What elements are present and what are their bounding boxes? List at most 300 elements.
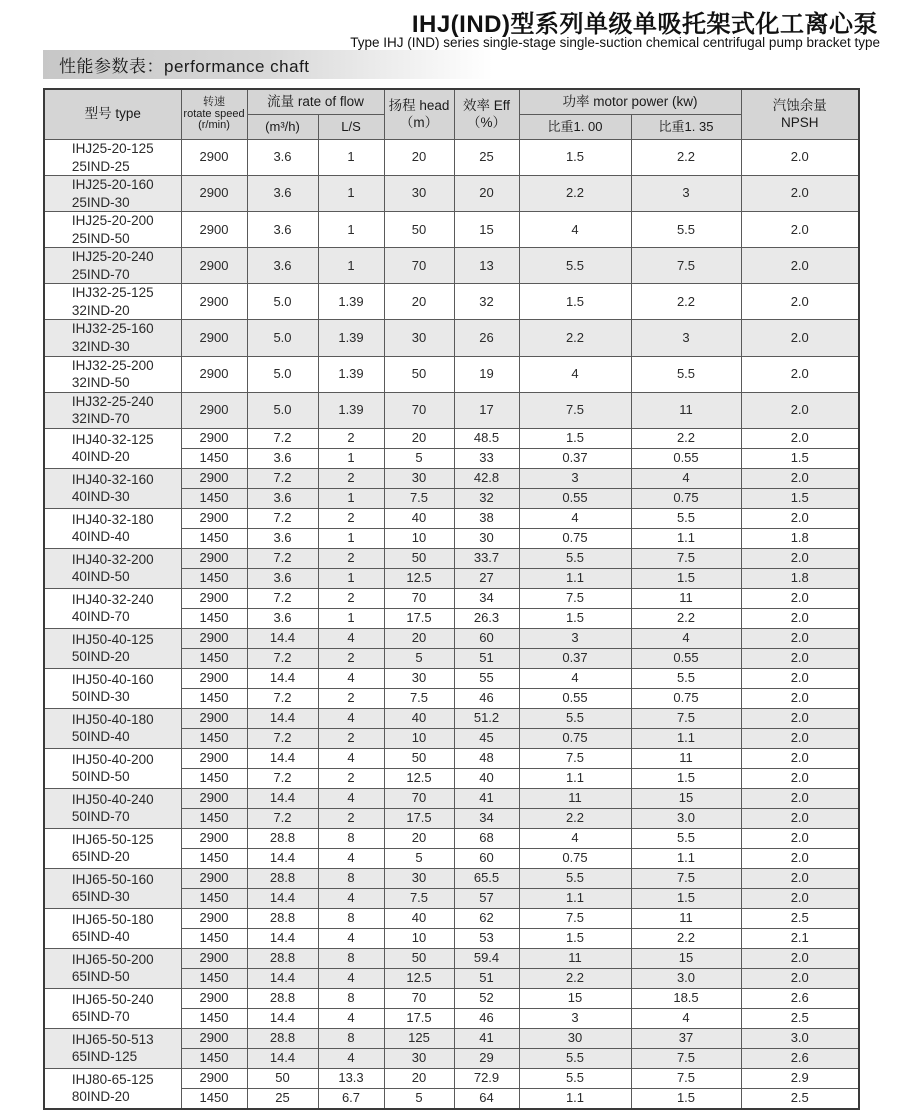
table-header — [44, 89, 859, 140]
table-row — [44, 140, 859, 176]
value-cell: 15 — [631, 948, 741, 968]
value-cell: 1.1 — [519, 568, 631, 588]
value-cell: 29 — [454, 1048, 519, 1068]
value-cell: 18.5 — [631, 988, 741, 1008]
value-cell: 6.7 — [318, 1088, 384, 1109]
value-cell: 2.2 — [631, 428, 741, 448]
value-cell: 3.6 — [247, 176, 318, 212]
value-cell: 0.55 — [519, 488, 631, 508]
value-cell: 46 — [454, 688, 519, 708]
value-cell: 2 — [318, 548, 384, 568]
value-cell: 14.4 — [247, 848, 318, 868]
value-cell: 34 — [454, 808, 519, 828]
value-cell: 7.5 — [631, 868, 741, 888]
table-row — [44, 588, 859, 608]
value-cell: 5.0 — [247, 392, 318, 428]
value-cell: 4 — [519, 828, 631, 848]
page-subtitle: Type IHJ (IND) series single-stage single-suction chemical centrifugal pump bracket type — [350, 35, 880, 50]
value-cell: 0.75 — [519, 728, 631, 748]
table-body — [44, 140, 859, 1109]
pump-model-cell: IHJ65-50-200 65IND-50 — [44, 948, 181, 988]
value-cell: 5.5 — [519, 1068, 631, 1088]
value-cell: 1.5 — [519, 140, 631, 176]
table-row — [44, 428, 859, 448]
value-cell: 2.2 — [519, 808, 631, 828]
value-cell: 5.5 — [631, 356, 741, 392]
value-cell: 7.2 — [247, 648, 318, 668]
col-header-eff: 效率 Eff （%） — [454, 89, 519, 140]
value-cell: 2.0 — [741, 888, 859, 908]
value-cell: 2900 — [181, 284, 247, 320]
value-cell: 10 — [384, 528, 454, 548]
value-cell: 3.0 — [741, 1028, 859, 1048]
value-cell: 2900 — [181, 988, 247, 1008]
value-cell: 1450 — [181, 648, 247, 668]
value-cell: 7.5 — [631, 548, 741, 568]
pump-model-cell: IHJ32-25-200 32IND-50 — [44, 356, 181, 392]
value-cell: 7.5 — [384, 888, 454, 908]
value-cell: 1450 — [181, 768, 247, 788]
value-cell: 2900 — [181, 1068, 247, 1088]
value-cell: 13 — [454, 248, 519, 284]
table-row — [44, 392, 859, 428]
value-cell: 5 — [384, 848, 454, 868]
value-cell: 7.5 — [519, 392, 631, 428]
value-cell: 14.4 — [247, 708, 318, 728]
value-cell: 28.8 — [247, 868, 318, 888]
table-row — [44, 1028, 859, 1048]
table-row — [44, 828, 859, 848]
value-cell: 50 — [384, 748, 454, 768]
value-cell: 5.5 — [631, 668, 741, 688]
value-cell: 2.0 — [741, 668, 859, 688]
value-cell: 20 — [384, 1068, 454, 1088]
table-row — [44, 508, 859, 528]
pump-model-cell: IHJ40-32-160 40IND-30 — [44, 468, 181, 508]
value-cell: 2.0 — [741, 708, 859, 728]
value-cell: 1.1 — [519, 1088, 631, 1109]
value-cell: 50 — [384, 356, 454, 392]
value-cell: 2.2 — [631, 608, 741, 628]
value-cell: 4 — [631, 628, 741, 648]
table-row — [44, 176, 859, 212]
value-cell: 25 — [454, 140, 519, 176]
performance-table — [43, 88, 860, 1110]
value-cell: 20 — [384, 140, 454, 176]
value-cell: 30 — [384, 1048, 454, 1068]
value-cell: 8 — [318, 868, 384, 888]
value-cell: 0.75 — [631, 688, 741, 708]
value-cell: 5.0 — [247, 284, 318, 320]
value-cell: 2.0 — [741, 176, 859, 212]
col-header-head: 扬程 head （m） — [384, 89, 454, 140]
value-cell: 40 — [384, 708, 454, 728]
value-cell: 1450 — [181, 728, 247, 748]
value-cell: 25 — [247, 1088, 318, 1109]
col-header-flow: 流量 rate of flow — [247, 89, 384, 115]
value-cell: 1450 — [181, 1048, 247, 1068]
value-cell: 28.8 — [247, 828, 318, 848]
value-cell: 2 — [318, 768, 384, 788]
value-cell: 2.0 — [741, 284, 859, 320]
value-cell: 14.4 — [247, 888, 318, 908]
value-cell: 2900 — [181, 1028, 247, 1048]
value-cell: 1.1 — [631, 848, 741, 868]
value-cell: 2.2 — [631, 284, 741, 320]
pump-model-cell: IHJ65-50-240 65IND-70 — [44, 988, 181, 1028]
table-row — [44, 356, 859, 392]
value-cell: 30 — [384, 668, 454, 688]
value-cell: 2.0 — [741, 248, 859, 284]
value-cell: 1.5 — [519, 284, 631, 320]
value-cell: 2.0 — [741, 848, 859, 868]
value-cell: 40 — [454, 768, 519, 788]
table-row — [44, 948, 859, 968]
value-cell: 2900 — [181, 320, 247, 356]
value-cell: 12.5 — [384, 568, 454, 588]
value-cell: 14.4 — [247, 1048, 318, 1068]
value-cell: 4 — [631, 1008, 741, 1028]
value-cell: 7.5 — [631, 1068, 741, 1088]
value-cell: 3.6 — [247, 448, 318, 468]
value-cell: 17.5 — [384, 1008, 454, 1028]
value-cell: 20 — [384, 284, 454, 320]
value-cell: 3.6 — [247, 568, 318, 588]
value-cell: 3.6 — [247, 248, 318, 284]
value-cell: 30 — [454, 528, 519, 548]
value-cell: 14.4 — [247, 748, 318, 768]
col-header-sg135: 比重1. 35 — [631, 115, 741, 140]
value-cell: 2.6 — [741, 1048, 859, 1068]
value-cell: 7.2 — [247, 428, 318, 448]
value-cell: 1 — [318, 488, 384, 508]
table-row — [44, 1068, 859, 1088]
header-row-1 — [44, 89, 859, 115]
value-cell: 4 — [318, 1048, 384, 1068]
value-cell: 2.0 — [741, 808, 859, 828]
value-cell: 2.0 — [741, 356, 859, 392]
value-cell: 53 — [454, 928, 519, 948]
pump-model-cell: IHJ40-32-180 40IND-40 — [44, 508, 181, 548]
value-cell: 30 — [384, 868, 454, 888]
value-cell: 1.5 — [631, 768, 741, 788]
value-cell: 2.2 — [631, 928, 741, 948]
value-cell: 2.0 — [741, 948, 859, 968]
value-cell: 57 — [454, 888, 519, 908]
value-cell: 0.75 — [631, 488, 741, 508]
value-cell: 2.0 — [741, 968, 859, 988]
value-cell: 1450 — [181, 968, 247, 988]
pump-model-cell: IHJ25-20-125 25IND-25 — [44, 140, 181, 176]
value-cell: 1.5 — [519, 928, 631, 948]
value-cell: 2.0 — [741, 548, 859, 568]
value-cell: 3.6 — [247, 528, 318, 548]
value-cell: 2.6 — [741, 988, 859, 1008]
value-cell: 0.37 — [519, 648, 631, 668]
value-cell: 2.2 — [519, 176, 631, 212]
value-cell: 1 — [318, 176, 384, 212]
value-cell: 27 — [454, 568, 519, 588]
value-cell: 14.4 — [247, 668, 318, 688]
value-cell: 2.0 — [741, 788, 859, 808]
value-cell: 26 — [454, 320, 519, 356]
section-header-bar — [43, 50, 493, 79]
value-cell: 2900 — [181, 548, 247, 568]
value-cell: 7.2 — [247, 688, 318, 708]
value-cell: 7.2 — [247, 508, 318, 528]
value-cell: 5 — [384, 448, 454, 468]
value-cell: 1.5 — [741, 488, 859, 508]
pump-model-cell: IHJ40-32-240 40IND-70 — [44, 588, 181, 628]
value-cell: 0.55 — [631, 648, 741, 668]
value-cell: 46 — [454, 1008, 519, 1028]
value-cell: 17 — [454, 392, 519, 428]
value-cell: 3.6 — [247, 140, 318, 176]
value-cell: 17.5 — [384, 808, 454, 828]
value-cell: 1 — [318, 528, 384, 548]
value-cell: 1450 — [181, 608, 247, 628]
col-header-npsh: 汽蚀余量 NPSH — [741, 89, 859, 140]
value-cell: 1450 — [181, 528, 247, 548]
pump-model-cell: IHJ65-50-180 65IND-40 — [44, 908, 181, 948]
value-cell: 30 — [384, 320, 454, 356]
value-cell: 15 — [631, 788, 741, 808]
value-cell: 5.5 — [519, 1048, 631, 1068]
value-cell: 50 — [384, 548, 454, 568]
pump-model-cell: IHJ50-40-200 50IND-50 — [44, 748, 181, 788]
value-cell: 2900 — [181, 908, 247, 928]
value-cell: 7.2 — [247, 468, 318, 488]
value-cell: 50 — [384, 948, 454, 968]
value-cell: 37 — [631, 1028, 741, 1048]
value-cell: 8 — [318, 948, 384, 968]
value-cell: 2.0 — [741, 868, 859, 888]
value-cell: 7.5 — [519, 908, 631, 928]
value-cell: 1.5 — [519, 608, 631, 628]
value-cell: 2.1 — [741, 928, 859, 948]
value-cell: 12.5 — [384, 968, 454, 988]
value-cell: 5.5 — [631, 212, 741, 248]
value-cell: 8 — [318, 908, 384, 928]
value-cell: 2900 — [181, 588, 247, 608]
value-cell: 0.55 — [631, 448, 741, 468]
value-cell: 1450 — [181, 488, 247, 508]
value-cell: 1450 — [181, 1008, 247, 1028]
value-cell: 20 — [384, 428, 454, 448]
value-cell: 17.5 — [384, 608, 454, 628]
value-cell: 14.4 — [247, 1008, 318, 1028]
value-cell: 59.4 — [454, 948, 519, 968]
table-row — [44, 748, 859, 768]
pump-model-cell: IHJ50-40-160 50IND-30 — [44, 668, 181, 708]
table-row — [44, 248, 859, 284]
value-cell: 72.9 — [454, 1068, 519, 1088]
value-cell: 4 — [318, 848, 384, 868]
value-cell: 1.5 — [631, 888, 741, 908]
value-cell: 4 — [519, 212, 631, 248]
value-cell: 2.0 — [741, 608, 859, 628]
value-cell: 10 — [384, 728, 454, 748]
value-cell: 5.5 — [519, 248, 631, 284]
value-cell: 70 — [384, 788, 454, 808]
value-cell: 2.5 — [741, 908, 859, 928]
pump-model-cell: IHJ40-32-200 40IND-50 — [44, 548, 181, 588]
table-row — [44, 668, 859, 688]
value-cell: 1450 — [181, 688, 247, 708]
value-cell: 3 — [519, 468, 631, 488]
value-cell: 1450 — [181, 888, 247, 908]
value-cell: 2.0 — [741, 728, 859, 748]
value-cell: 1.1 — [631, 528, 741, 548]
value-cell: 2 — [318, 688, 384, 708]
value-cell: 20 — [384, 828, 454, 848]
value-cell: 3 — [519, 628, 631, 648]
table-row — [44, 908, 859, 928]
value-cell: 7.5 — [631, 248, 741, 284]
value-cell: 2 — [318, 808, 384, 828]
value-cell: 4 — [318, 628, 384, 648]
value-cell: 51 — [454, 648, 519, 668]
value-cell: 32 — [454, 488, 519, 508]
value-cell: 70 — [384, 248, 454, 284]
value-cell: 0.55 — [519, 688, 631, 708]
value-cell: 2.2 — [519, 320, 631, 356]
value-cell: 15 — [519, 988, 631, 1008]
table-row — [44, 548, 859, 568]
value-cell: 1.5 — [519, 428, 631, 448]
table-row — [44, 708, 859, 728]
value-cell: 0.75 — [519, 848, 631, 868]
value-cell: 11 — [631, 588, 741, 608]
value-cell: 2 — [318, 468, 384, 488]
value-cell: 2900 — [181, 140, 247, 176]
value-cell: 28.8 — [247, 948, 318, 968]
value-cell: 1450 — [181, 568, 247, 588]
value-cell: 7.5 — [631, 708, 741, 728]
table-row — [44, 468, 859, 488]
value-cell: 2900 — [181, 248, 247, 284]
value-cell: 33.7 — [454, 548, 519, 568]
value-cell: 5 — [384, 648, 454, 668]
value-cell: 11 — [631, 748, 741, 768]
pump-model-cell: IHJ50-40-125 50IND-20 — [44, 628, 181, 668]
value-cell: 51.2 — [454, 708, 519, 728]
pump-model-cell: IHJ50-40-240 50IND-70 — [44, 788, 181, 828]
value-cell: 2.0 — [741, 628, 859, 648]
value-cell: 7.5 — [519, 588, 631, 608]
value-cell: 50 — [384, 212, 454, 248]
value-cell: 4 — [318, 888, 384, 908]
value-cell: 3.0 — [631, 968, 741, 988]
value-cell: 7.2 — [247, 548, 318, 568]
value-cell: 2 — [318, 588, 384, 608]
value-cell: 2900 — [181, 828, 247, 848]
value-cell: 5.5 — [519, 868, 631, 888]
value-cell: 28.8 — [247, 1028, 318, 1048]
pump-model-cell: IHJ80-65-125 80IND-20 — [44, 1068, 181, 1109]
value-cell: 7.5 — [384, 688, 454, 708]
value-cell: 30 — [384, 468, 454, 488]
value-cell: 2900 — [181, 948, 247, 968]
value-cell: 26.3 — [454, 608, 519, 628]
value-cell: 32 — [454, 284, 519, 320]
value-cell: 2.0 — [741, 588, 859, 608]
value-cell: 5 — [384, 1088, 454, 1109]
value-cell: 1.39 — [318, 392, 384, 428]
value-cell: 3.6 — [247, 608, 318, 628]
value-cell: 1450 — [181, 1088, 247, 1109]
value-cell: 48 — [454, 748, 519, 768]
value-cell: 2.0 — [741, 320, 859, 356]
value-cell: 33 — [454, 448, 519, 468]
value-cell: 70 — [384, 588, 454, 608]
value-cell: 2.0 — [741, 768, 859, 788]
value-cell: 1.39 — [318, 320, 384, 356]
value-cell: 2 — [318, 428, 384, 448]
value-cell: 2.0 — [741, 392, 859, 428]
value-cell: 62 — [454, 908, 519, 928]
value-cell: 2.0 — [741, 212, 859, 248]
table-row — [44, 788, 859, 808]
table-row — [44, 988, 859, 1008]
value-cell: 2 — [318, 648, 384, 668]
value-cell: 8 — [318, 828, 384, 848]
value-cell: 20 — [384, 628, 454, 648]
col-header-sg100: 比重1. 00 — [519, 115, 631, 140]
value-cell: 0.75 — [519, 528, 631, 548]
value-cell: 28.8 — [247, 908, 318, 928]
pump-model-cell: IHJ25-20-160 25IND-30 — [44, 176, 181, 212]
value-cell: 2.0 — [741, 428, 859, 448]
value-cell: 1 — [318, 140, 384, 176]
value-cell: 1 — [318, 448, 384, 468]
value-cell: 4 — [519, 356, 631, 392]
pump-model-cell: IHJ65-50-160 65IND-30 — [44, 868, 181, 908]
value-cell: 4 — [318, 1008, 384, 1028]
value-cell: 3.6 — [247, 488, 318, 508]
table-row — [44, 320, 859, 356]
col-header-flow-m3h: (m³/h) — [247, 115, 318, 140]
value-cell: 2 — [318, 508, 384, 528]
value-cell: 4 — [318, 968, 384, 988]
value-cell: 2900 — [181, 468, 247, 488]
value-cell: 1450 — [181, 928, 247, 948]
value-cell: 2.0 — [741, 508, 859, 528]
value-cell: 7.2 — [247, 808, 318, 828]
value-cell: 15 — [454, 212, 519, 248]
value-cell: 28.8 — [247, 988, 318, 1008]
value-cell: 1450 — [181, 448, 247, 468]
value-cell: 2.2 — [519, 968, 631, 988]
value-cell: 1.8 — [741, 568, 859, 588]
value-cell: 1.39 — [318, 284, 384, 320]
value-cell: 30 — [384, 176, 454, 212]
value-cell: 2900 — [181, 628, 247, 648]
value-cell: 64 — [454, 1088, 519, 1109]
value-cell: 2900 — [181, 392, 247, 428]
value-cell: 3.6 — [247, 212, 318, 248]
value-cell: 30 — [519, 1028, 631, 1048]
value-cell: 14.4 — [247, 788, 318, 808]
value-cell: 1450 — [181, 848, 247, 868]
value-cell: 5.0 — [247, 356, 318, 392]
value-cell: 8 — [318, 988, 384, 1008]
value-cell: 7.2 — [247, 768, 318, 788]
value-cell: 2.0 — [741, 140, 859, 176]
value-cell: 1.5 — [741, 448, 859, 468]
value-cell: 2900 — [181, 748, 247, 768]
value-cell: 8 — [318, 1028, 384, 1048]
